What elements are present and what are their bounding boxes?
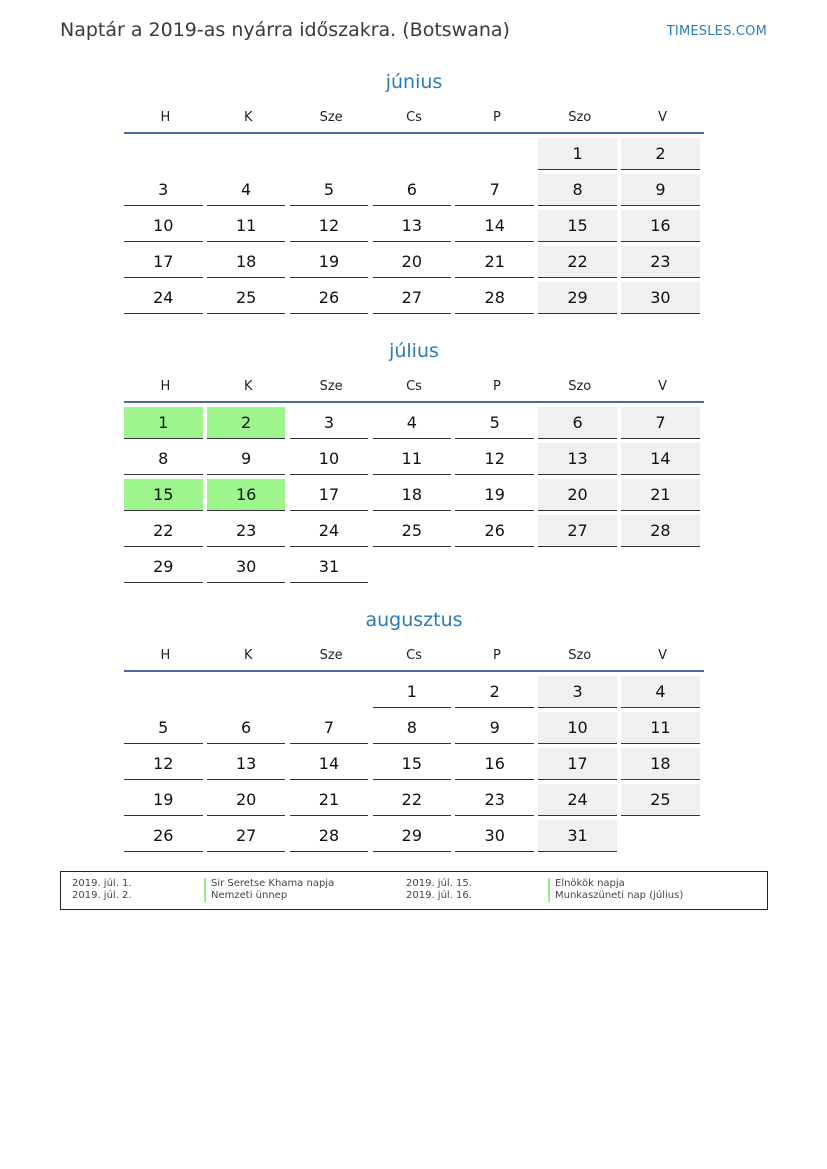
day-cell: 13 (538, 443, 617, 475)
month-title: augusztus (365, 609, 463, 631)
holiday-day-cell: 1 (124, 407, 203, 439)
day-cell: 19 (455, 479, 534, 511)
day-cell: 5 (124, 712, 203, 744)
day-cell: 13 (207, 748, 286, 780)
empty-day-cell (455, 138, 534, 169)
day-cell: 7 (290, 712, 369, 744)
weekday-label: P (492, 379, 501, 394)
month-calendar (124, 68, 704, 318)
day-cell: 13 (373, 210, 452, 242)
day-cell: 29 (373, 820, 452, 852)
weekday-label: H (160, 379, 171, 394)
day-cell: 29 (124, 551, 203, 583)
day-cell: 17 (124, 246, 203, 278)
day-cell: 30 (621, 282, 700, 314)
day-cell: 1 (373, 676, 452, 708)
weekday-label: K (244, 648, 253, 663)
day-cell: 18 (207, 246, 286, 278)
day-cell: 4 (621, 676, 700, 708)
week-row (124, 712, 704, 748)
weekday-label: V (658, 379, 668, 394)
day-cell: 15 (538, 210, 617, 242)
weekday-label: Szo (568, 648, 592, 663)
day-cell: 9 (455, 712, 534, 744)
week-row (124, 443, 704, 479)
day-cell: 25 (373, 515, 452, 547)
day-cell: 30 (207, 551, 286, 583)
day-cell: 21 (621, 479, 700, 511)
day-cell: 6 (373, 174, 452, 206)
holiday-legend (60, 871, 768, 910)
day-cell: 3 (124, 174, 203, 206)
weekday-label: K (244, 110, 253, 125)
week-row (124, 246, 704, 282)
day-cell: 26 (455, 515, 534, 547)
week-row (124, 676, 704, 712)
day-cell: 9 (621, 174, 700, 206)
empty-day-cell (538, 551, 617, 582)
weekday-label: P (492, 110, 501, 125)
day-cell: 27 (373, 282, 452, 314)
day-cell: 6 (538, 407, 617, 439)
weekday-label: Sze (319, 648, 343, 663)
weekday-label: Cs (406, 379, 422, 394)
day-cell: 31 (290, 551, 369, 583)
day-cell: 5 (455, 407, 534, 439)
week-row (124, 174, 704, 210)
weekday-label: Szo (568, 379, 592, 394)
day-cell: 27 (538, 515, 617, 547)
day-cell: 11 (207, 210, 286, 242)
weekday-label: Cs (406, 110, 422, 125)
day-cell: 27 (207, 820, 286, 852)
day-cell: 21 (455, 246, 534, 278)
holiday-day-cell: 2 (207, 407, 286, 439)
weekday-label: K (244, 379, 253, 394)
day-cell: 11 (373, 443, 452, 475)
empty-day-cell (124, 138, 203, 169)
legend-date: 2019. júl. 2. (72, 890, 132, 901)
holiday-day-cell: 15 (124, 479, 203, 511)
day-cell: 23 (621, 246, 700, 278)
month-title: július (389, 340, 439, 362)
week-row (124, 551, 704, 587)
day-cell: 19 (124, 784, 203, 816)
day-cell: 2 (621, 138, 700, 170)
day-cell: 22 (124, 515, 203, 547)
weekday-label: Sze (319, 110, 343, 125)
day-cell: 14 (621, 443, 700, 475)
day-cell: 11 (621, 712, 700, 744)
weekday-label: H (160, 110, 171, 125)
day-cell: 12 (455, 443, 534, 475)
day-cell: 8 (124, 443, 203, 475)
weekday-header (124, 642, 704, 672)
day-cell: 17 (538, 748, 617, 780)
weekday-label: V (658, 648, 668, 663)
day-cell: 17 (290, 479, 369, 511)
empty-day-cell (621, 551, 700, 582)
weekday-label: V (658, 110, 668, 125)
week-row (124, 784, 704, 820)
day-cell: 20 (207, 784, 286, 816)
day-cell: 24 (538, 784, 617, 816)
week-row (124, 138, 704, 174)
empty-day-cell (373, 138, 452, 169)
day-cell: 14 (290, 748, 369, 780)
week-row (124, 479, 704, 515)
week-row (124, 210, 704, 246)
day-cell: 7 (621, 407, 700, 439)
month-calendar (124, 337, 704, 587)
month-calendar (124, 606, 704, 856)
week-row (124, 748, 704, 784)
legend-holiday-name: Nemzeti ünnep (204, 890, 287, 902)
day-cell: 12 (290, 210, 369, 242)
week-row (124, 515, 704, 551)
day-cell: 15 (373, 748, 452, 780)
day-cell: 12 (124, 748, 203, 780)
week-row (124, 407, 704, 443)
weekday-header (124, 373, 704, 403)
day-cell: 24 (290, 515, 369, 547)
day-cell: 31 (538, 820, 617, 852)
day-cell: 18 (373, 479, 452, 511)
day-cell: 23 (207, 515, 286, 547)
day-cell: 22 (373, 784, 452, 816)
week-row (124, 282, 704, 318)
day-cell: 6 (207, 712, 286, 744)
weekday-label: Szo (568, 110, 592, 125)
day-cell: 8 (538, 174, 617, 206)
day-cell: 19 (290, 246, 369, 278)
legend-date: 2019. júl. 1. (72, 878, 132, 889)
day-cell: 7 (455, 174, 534, 206)
brand-logo[interactable]: TIMESLES.COM (666, 24, 767, 39)
holiday-day-cell: 16 (207, 479, 286, 511)
empty-day-cell (290, 676, 369, 707)
day-cell: 5 (290, 174, 369, 206)
day-cell: 1 (538, 138, 617, 170)
day-cell: 22 (538, 246, 617, 278)
legend-holiday-name: Munkaszüneti nap (július) (548, 890, 683, 902)
day-cell: 25 (207, 282, 286, 314)
day-cell: 29 (538, 282, 617, 314)
day-cell: 3 (290, 407, 369, 439)
empty-day-cell (207, 676, 286, 707)
day-cell: 16 (621, 210, 700, 242)
day-cell: 10 (124, 210, 203, 242)
legend-holiday-name: Elnökök napja (548, 878, 625, 890)
empty-day-cell (373, 551, 452, 582)
legend-date: 2019. júl. 16. (406, 890, 472, 901)
weekday-label: Sze (319, 379, 343, 394)
day-cell: 21 (290, 784, 369, 816)
day-cell: 16 (455, 748, 534, 780)
day-cell: 24 (124, 282, 203, 314)
day-cell: 26 (124, 820, 203, 852)
empty-day-cell (290, 138, 369, 169)
day-cell: 18 (621, 748, 700, 780)
empty-day-cell (207, 138, 286, 169)
empty-day-cell (455, 551, 534, 582)
weekday-header (124, 104, 704, 134)
day-cell: 28 (455, 282, 534, 314)
day-cell: 20 (538, 479, 617, 511)
day-cell: 23 (455, 784, 534, 816)
legend-date: 2019. júl. 15. (406, 878, 472, 889)
page-title: Naptár a 2019-as nyárra időszakra. (Botswana) (60, 19, 510, 41)
day-cell: 26 (290, 282, 369, 314)
day-cell: 28 (290, 820, 369, 852)
weekday-label: Cs (406, 648, 422, 663)
day-cell: 20 (373, 246, 452, 278)
weekday-label: H (160, 648, 171, 663)
empty-day-cell (621, 820, 700, 851)
day-cell: 4 (207, 174, 286, 206)
day-cell: 4 (373, 407, 452, 439)
day-cell: 25 (621, 784, 700, 816)
day-cell: 14 (455, 210, 534, 242)
month-title: június (385, 71, 443, 93)
week-row (124, 820, 704, 856)
legend-holiday-name: Sir Seretse Khama napja (204, 878, 334, 890)
weekday-label: P (492, 648, 501, 663)
day-cell: 30 (455, 820, 534, 852)
day-cell: 10 (290, 443, 369, 475)
empty-day-cell (124, 676, 203, 707)
day-cell: 3 (538, 676, 617, 708)
day-cell: 9 (207, 443, 286, 475)
day-cell: 2 (455, 676, 534, 708)
day-cell: 28 (621, 515, 700, 547)
day-cell: 8 (373, 712, 452, 744)
day-cell: 10 (538, 712, 617, 744)
